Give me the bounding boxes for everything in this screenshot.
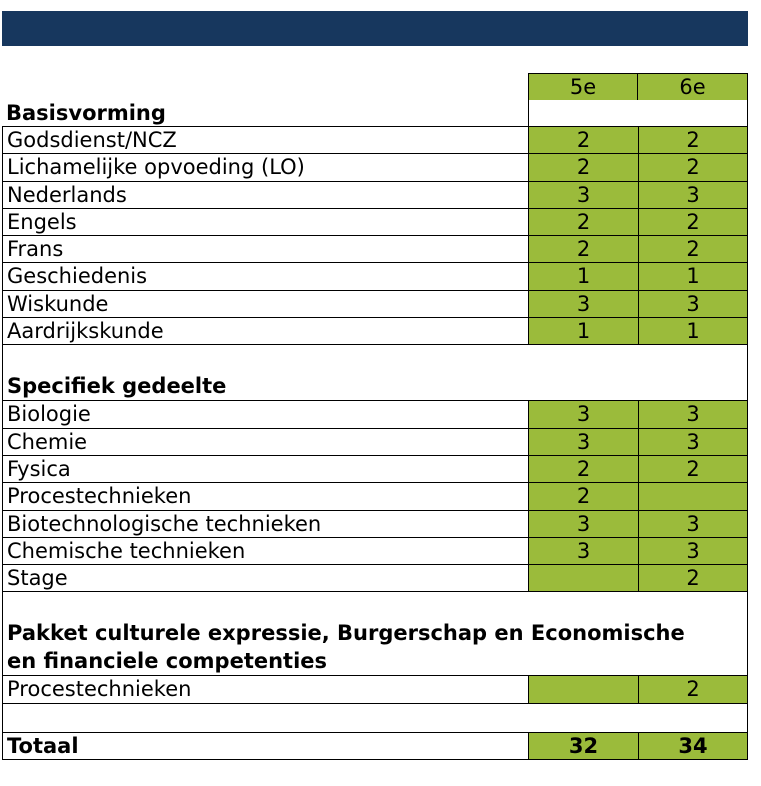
total-5e: 32 <box>528 733 638 760</box>
section-title-row <box>2 100 748 127</box>
header-bar <box>2 11 748 46</box>
table-row: Engels 2 2 <box>2 209 748 236</box>
table-row: Chemische technieken 3 3 <box>2 538 748 565</box>
column-header-6e: 6e <box>638 73 748 100</box>
table-row: Procestechnieken 2 <box>2 676 748 703</box>
table-row: Geschiedenis 1 1 <box>2 263 748 290</box>
table-row: Procestechnieken 2 <box>2 483 748 510</box>
column-header-5e: 5e <box>528 73 638 100</box>
total-6e: 34 <box>638 733 748 760</box>
table-row: Godsdienst/NCZ 2 2 <box>2 127 748 154</box>
table-row: Nederlands 3 3 <box>2 182 748 209</box>
table-row: Chemie 3 3 <box>2 429 748 456</box>
section-title: Basisvorming <box>2 100 748 127</box>
section-title-row <box>2 592 748 676</box>
section-title <box>2 592 748 676</box>
section-title-line2: en financiele competenties <box>7 649 328 674</box>
table-row: Frans 2 2 <box>2 236 748 263</box>
table-row: Lichamelijke opvoeding (LO) 2 2 <box>2 154 748 181</box>
curriculum-table <box>2 73 748 760</box>
section-title-row <box>2 345 748 401</box>
total-label: Totaal <box>2 733 528 760</box>
table-row: Stage 2 <box>2 565 748 592</box>
section-title: Specifiek gedeelte <box>2 345 748 401</box>
table-row: Fysica 2 2 <box>2 456 748 483</box>
table-row: Aardrijkskunde 1 1 <box>2 318 748 345</box>
year-header-row <box>2 73 748 100</box>
table-row: Biotechnologische technieken 3 3 <box>2 511 748 538</box>
table-row: Wiskunde 3 3 <box>2 291 748 318</box>
table-row: Biologie 3 3 <box>2 401 748 428</box>
spacer-row <box>2 704 748 733</box>
total-row <box>2 733 748 760</box>
section-title-line1: Pakket culturele expressie, Burgerschap en Economische <box>7 621 685 646</box>
